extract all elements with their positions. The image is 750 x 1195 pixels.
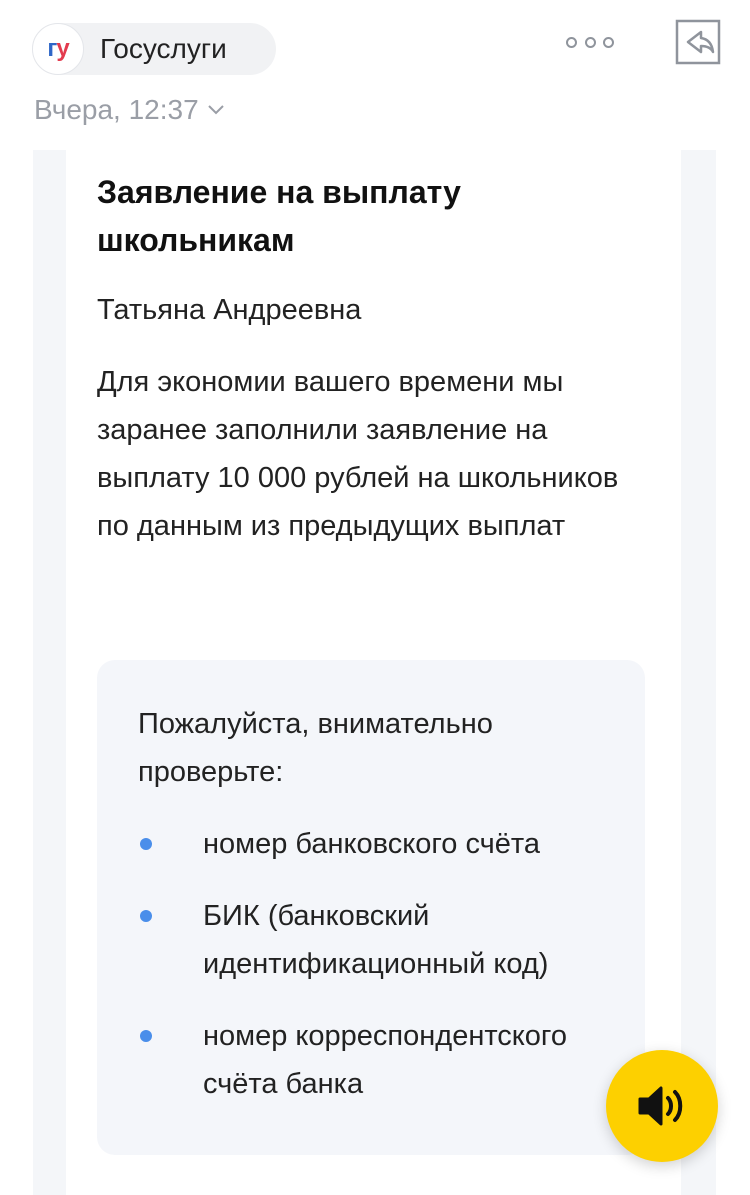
bullet bbox=[140, 910, 152, 922]
more-options-icon[interactable] bbox=[566, 33, 614, 51]
email-title: Заявление на выплату школьникам bbox=[97, 174, 461, 258]
greeting: Татьяна Андреевна bbox=[97, 294, 362, 326]
bullet bbox=[140, 838, 152, 850]
email-body: Для экономии вашего времени мы заранее заполнили заявление на выплату 10 000 рублей на школьников по данным из предыдущих выплат bbox=[97, 366, 619, 542]
notice-box: Пожалуйста, внимательно проверьте: номер банковского счёта БИК (банковский идентификационный код) номер корреспондентского счёта банка bbox=[97, 660, 645, 1155]
notice-title: Пожалуйста, внимательно проверьте: bbox=[138, 708, 493, 788]
reply-icon[interactable] bbox=[675, 19, 721, 65]
date-row[interactable] bbox=[34, 92, 225, 128]
bullet bbox=[140, 1030, 152, 1042]
email-date: Вчера, 12:37 bbox=[34, 94, 199, 125]
sender-name: Госуслуги bbox=[100, 33, 227, 64]
gosuslugi-logo: г у bbox=[32, 23, 84, 75]
speaker-icon bbox=[636, 1084, 688, 1128]
audio-button[interactable] bbox=[606, 1050, 718, 1162]
chevron-down-icon bbox=[207, 104, 225, 116]
sender-chip[interactable] bbox=[32, 23, 276, 75]
